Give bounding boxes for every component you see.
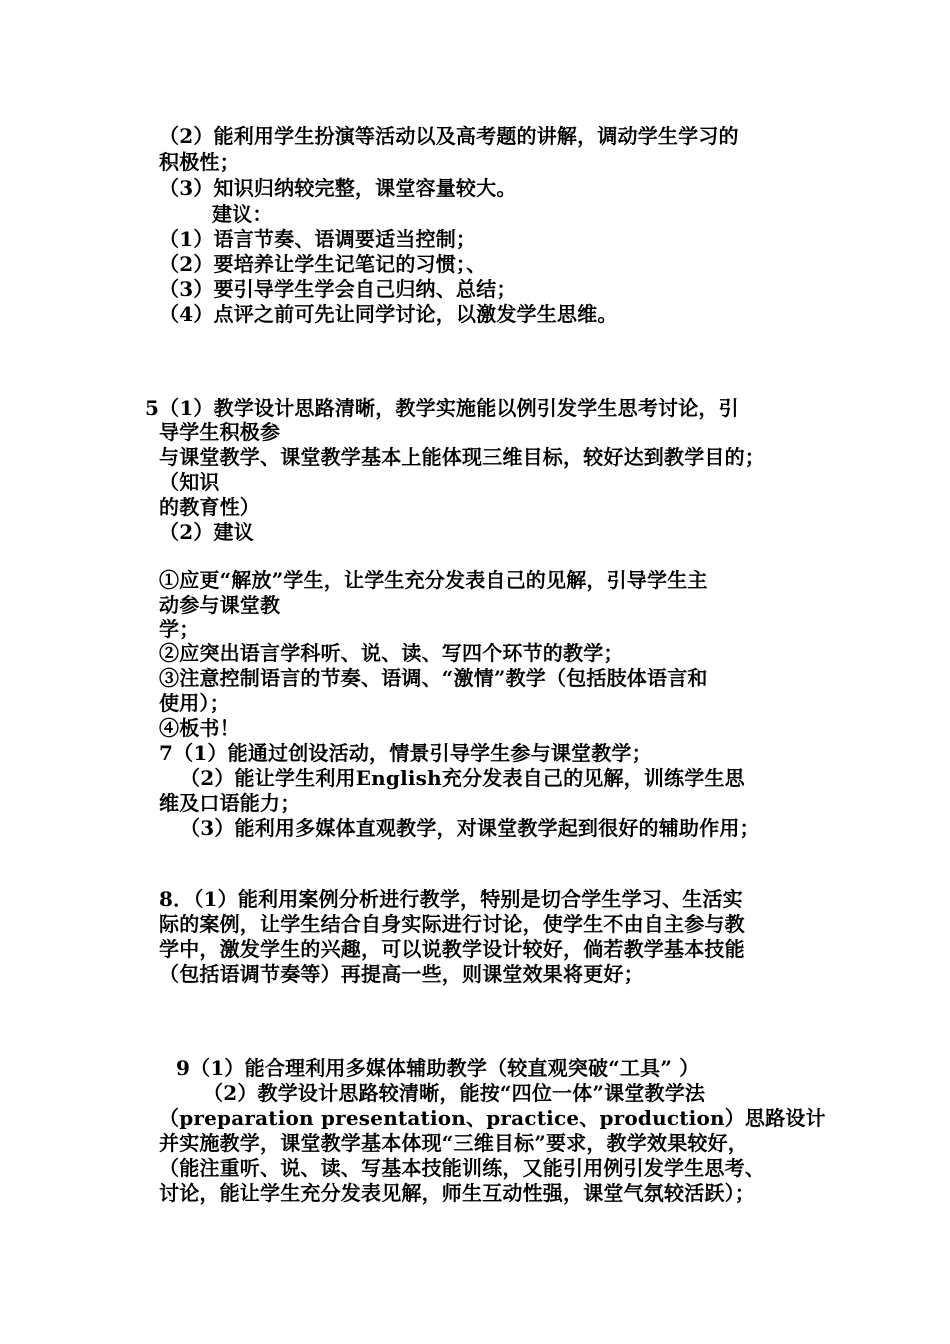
text-line: 9（1）能合理利用多媒体辅助教学（较直观突破“工具” ） — [176, 1056, 700, 1080]
text-line: 导学生积极参 — [159, 420, 281, 444]
text-line: 讨论，能让学生充分发表见解，师生互动性强，课堂气氛较活跃）； — [159, 1181, 755, 1205]
text-line: 建议： — [212, 202, 273, 226]
text-line: ③注意控制语言的节奏、语调、“激情”教学（包括肢体语言和 — [159, 666, 708, 690]
text-line: （3）知识归纳较完整，课堂容量较大。 — [159, 176, 517, 200]
text-line: （包括语调节奏等）再提高一些，则课堂效果将更好； — [159, 962, 644, 986]
text-line: 学； — [159, 617, 200, 641]
text-line: 并实施教学，课堂教学基本体现“三维目标”要求，教学效果较好， — [159, 1131, 749, 1155]
text-line: （2）教学设计思路较清晰，能按“四位一体”课堂教学法 — [203, 1081, 706, 1105]
text-line: （2）能让学生利用English充分发表自己的见解，训练学生思 — [180, 766, 745, 790]
text-line: 使用）； — [159, 691, 230, 715]
text-line: （2）建议 — [159, 520, 254, 544]
text-line: （2）要培养让学生记笔记的习惯；、 — [159, 252, 487, 276]
text-line: 动参与课堂教 — [159, 593, 281, 617]
text-line: （知识 — [159, 470, 220, 494]
text-line: ④板书！ — [159, 716, 240, 740]
text-line: 5（1）教学设计思路清晰，教学实施能以例引发学生思考讨论，引 — [145, 396, 739, 420]
text-line: 学中，激发学生的兴趣，可以说教学设计较好，倘若教学基本技能 — [159, 937, 745, 961]
text-line: （preparation presentation、practice、production）思路设计 — [159, 1106, 826, 1130]
text-line: （3）能利用多媒体直观教学，对课堂教学起到很好的辅助作用； — [180, 816, 760, 840]
text-line: ②应突出语言学科听、说、读、写四个环节的教学； — [159, 641, 624, 665]
text-line: 8．（1）能利用案例分析进行教学，特别是切合学生学习、生活实 — [159, 887, 743, 911]
text-line: 的教育性） — [159, 495, 260, 519]
text-line: ①应更“解放”学生，让学生充分发表自己的见解，引导学生主 — [159, 568, 708, 592]
text-line: 与课堂教学、课堂教学基本上能体现三维目标，较好达到教学目的； — [159, 445, 765, 469]
text-line: 际的案例，让学生结合自身实际进行讨论，使学生不由自主参与教 — [159, 912, 745, 936]
text-line: （2）能利用学生扮演等活动以及高考题的讲解，调动学生学习的 — [159, 124, 739, 148]
text-line: 积极性； — [159, 150, 240, 174]
text-line: （能注重听、说、读、写基本技能训练，又能引用例引发学生思考、 — [159, 1156, 765, 1180]
text-line: 维及口语能力； — [159, 791, 301, 815]
text-line: （4）点评之前可先让同学讨论，以激发学生思维。 — [159, 302, 618, 326]
text-line: （1）语言节奏、语调要适当控制； — [159, 227, 477, 251]
text-line: （3）要引导学生学会自己归纳、总结； — [159, 277, 517, 301]
text-line: 7（1）能通过创设活动，情景引导学生参与课堂教学； — [159, 741, 652, 765]
